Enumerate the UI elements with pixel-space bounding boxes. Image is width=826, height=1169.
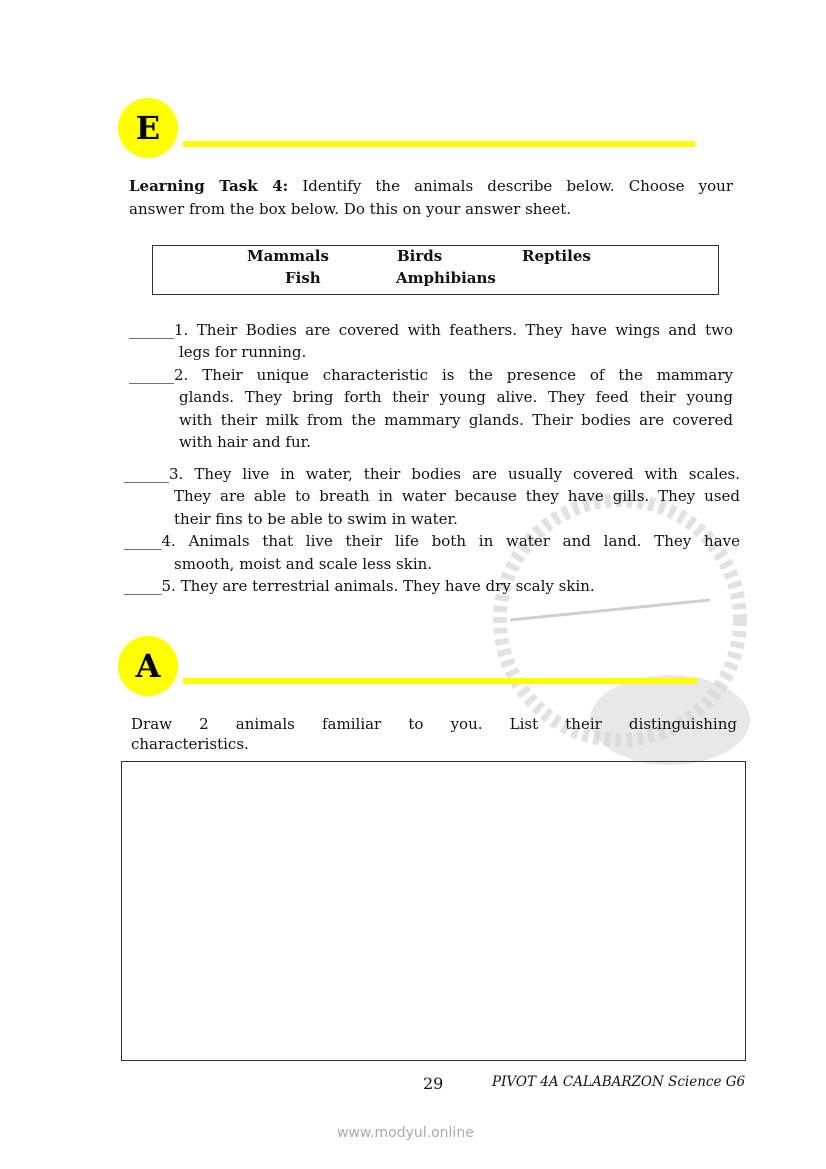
section-a-letter: A <box>135 647 161 685</box>
item-number: 4. <box>161 532 176 550</box>
section-e-badge <box>118 98 178 158</box>
item-text: They are terrestrial animals. They have dry scaly skin. <box>175 577 595 595</box>
item-text: Their Bodies are covered with feathers. They have wings and two <box>188 321 733 339</box>
item-text: with hair and fur. <box>179 433 311 451</box>
drawing-area[interactable] <box>121 761 746 1061</box>
item-number: 1. <box>174 321 189 339</box>
item-text: legs for running. <box>179 343 307 361</box>
item-text: their fins to be able to swim in water. <box>174 510 458 528</box>
answer-blank[interactable]: ______ <box>129 366 174 384</box>
item-text: glands. They bring forth their young alive. They feed their young <box>179 388 733 406</box>
item-number: 3. <box>169 465 184 483</box>
item-number: 5. <box>161 577 176 595</box>
task-line <box>129 198 733 220</box>
task-line <box>129 175 733 197</box>
item-text: They are able to breath in water because they have gills. They used <box>174 487 740 505</box>
answer-blank[interactable]: _____ <box>124 577 162 595</box>
choices-box <box>152 245 719 295</box>
page-number: 29 <box>423 1074 444 1093</box>
section-e-letter: E <box>135 109 161 147</box>
choice-birds: Birds <box>397 247 443 265</box>
item-text: with their milk from the mammary glands. Their bodies are covered <box>179 411 733 429</box>
draw-instruction: Draw 2 animals familiar to you. List their distinguishing <box>131 715 737 733</box>
answer-blank[interactable]: ______ <box>129 321 174 339</box>
answer-blank[interactable]: ______ <box>124 465 169 483</box>
section-a-underline <box>183 678 697 684</box>
task-text: Identify the animals describe below. Choose your <box>288 177 733 195</box>
item-text: Their unique characteristic is the presence of the mammary <box>188 366 733 384</box>
draw-instruction: characteristics. <box>131 735 249 753</box>
item-number: 2. <box>174 366 189 384</box>
item-text: Animals that live their life both in water and land. They have <box>175 532 740 550</box>
section-e-underline <box>183 141 695 147</box>
choice-amphibians: Amphibians <box>396 269 496 287</box>
choice-reptiles: Reptiles <box>522 247 591 265</box>
site-watermark: www.modyul.online <box>337 1125 474 1141</box>
footer-title: PIVOT 4A CALABARZON Science G6 <box>492 1074 746 1090</box>
item-text: They live in water, their bodies are usually covered with scales. <box>183 465 740 483</box>
task-text: answer from the box below. Do this on your answer sheet. <box>129 200 572 218</box>
choice-fish: Fish <box>285 269 321 287</box>
answer-blank[interactable]: _____ <box>124 532 162 550</box>
task-label: Learning Task 4: <box>129 177 289 195</box>
item-text: smooth, moist and scale less skin. <box>174 555 433 573</box>
section-a-badge <box>118 636 178 696</box>
choice-mammals: Mammals <box>247 247 329 265</box>
